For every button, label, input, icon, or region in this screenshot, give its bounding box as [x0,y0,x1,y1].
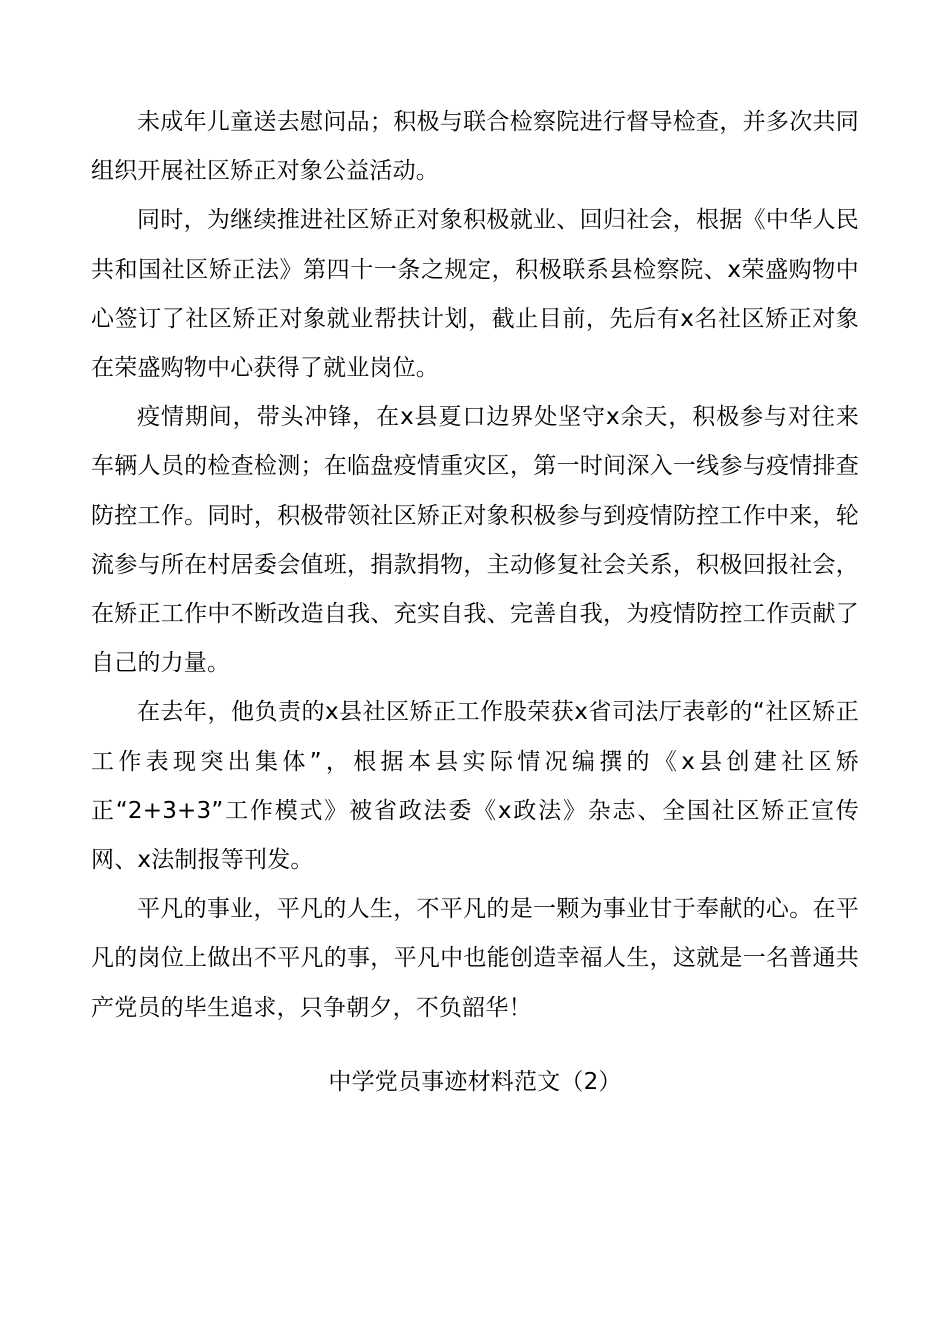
paragraph-conclusion: 平凡的事业，平凡的人生，不平凡的是一颗为事业甘于奉献的心。在平凡的岗位上做出不平凡的事，平凡中也能创造幸福人生，这就是一名普通共产党员的毕生追求，只争朝夕，不负韶华！ [91,896,859,1021]
document-body [91,98,859,1033]
paragraph-continued: 未成年儿童送去慰问品；积极与联合检察院进行督导检查，并多次共同组织开展社区矫正对象公益活动。 [91,109,859,185]
section-title: 中学党员事迹材料范文（2） [328,1069,622,1095]
paragraph-epidemic: 疫情期间，带头冲锋，在x县夏口边界处坚守x余天，积极参与对往来车辆人员的检查检测；在临盘疫情重灾区，第一时间深入一线参与疫情排查防控工作。同时，积极带领社区矫正对象积极参与到疫情防控工作中来，轮流参与所在村居委会值班，捐款捐物，主动修复社会关系，积极回报社会，在矫正工作中不断改造自我、充实自我、完善自我，为疫情防控工作贡献了自己的力量。 [91,404,859,677]
paragraph-honors: 在去年，他负责的x县社区矫正工作股荣获x省司法厅表彰的“社区矫正工作表现突出集体”，根据本县实际情况编撰的《x县创建社区矫正“2+3+3”工作模式》被省政法委《x政法》杂志、全国社区矫正宣传网、x法制报等刊发。 [91,699,859,874]
paragraph-employment: 同时，为继续推进社区矫正对象积极就业、回归社会，根据《中华人民共和国社区矫正法》第四十一条之规定，积极联系县检察院、x荣盛购物中心签订了社区矫正对象就业帮扶计划，截止目前，先后有x名社区矫正对象在荣盛购物中心获得了就业岗位。 [91,207,859,382]
